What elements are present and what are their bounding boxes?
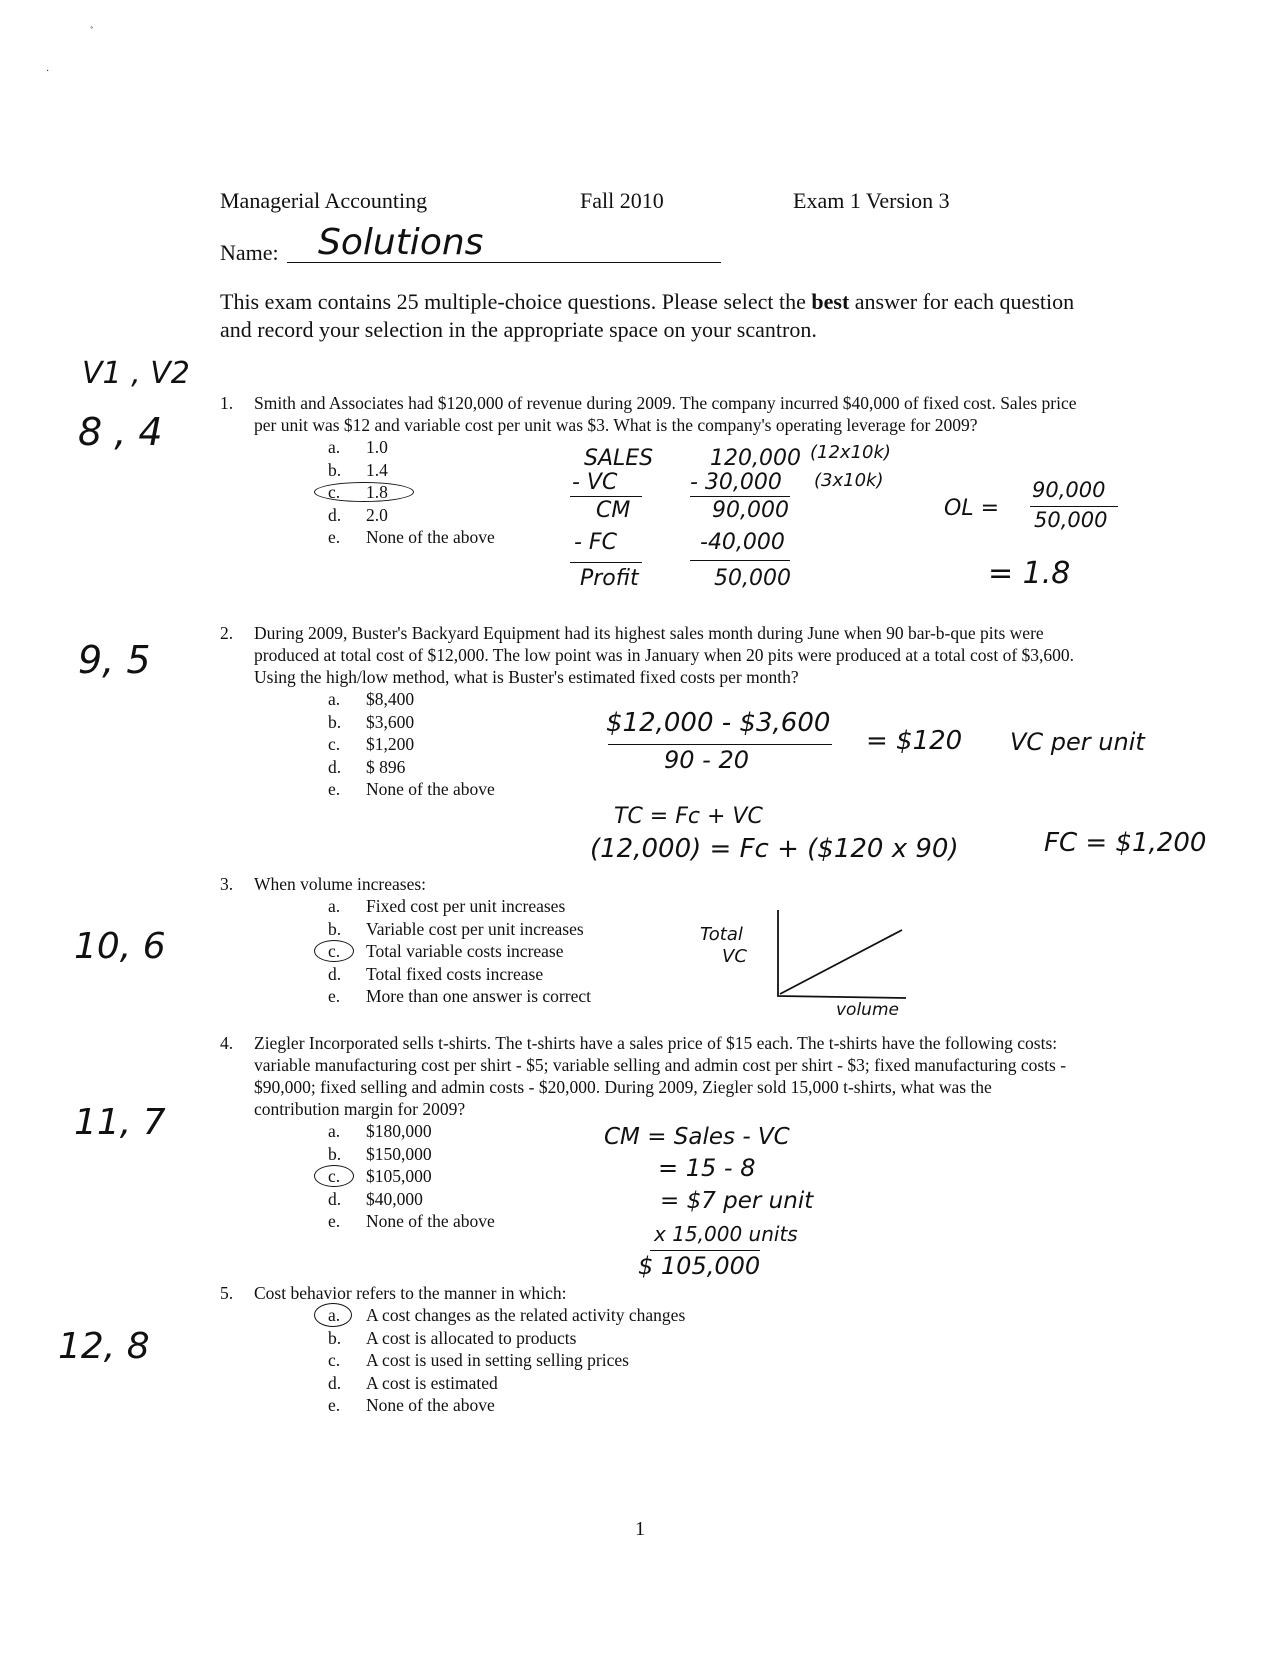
cm-formula: CM = Sales - VC xyxy=(604,1124,790,1150)
version-header: V1 , V2 xyxy=(82,356,190,391)
cm-units: x 15,000 units xyxy=(654,1222,798,1246)
question-5 xyxy=(220,1282,1080,1417)
work-underline xyxy=(570,496,642,497)
option-b[interactable]: b. $3,600 xyxy=(328,711,415,732)
option-e[interactable]: e. More than one answer is correct xyxy=(328,986,591,1007)
instructions: This exam contains 25 multiple-choice questions. Please select the best answer for each question and record your selection in the appropriate space on your scantron. xyxy=(220,289,1075,342)
option-b[interactable]: b. A cost is allocated to products xyxy=(328,1327,577,1348)
name-label: Name: xyxy=(220,240,279,265)
answer-circle xyxy=(314,940,354,962)
work-label-vc: - VC xyxy=(572,470,618,495)
answer-circle xyxy=(314,1303,352,1327)
ol-label: OL = xyxy=(944,496,999,521)
cm-calc: = 15 - 8 xyxy=(658,1154,756,1182)
highlow-numerator: $12,000 - $3,600 xyxy=(606,708,831,738)
option-e[interactable]: e. None of the above xyxy=(328,1395,495,1416)
name-value: Solutions xyxy=(318,222,484,263)
ol-numerator: 90,000 xyxy=(1032,478,1106,502)
option-d[interactable]: d. Total fixed costs increase xyxy=(328,963,544,984)
version-map-q5: 12, 8 xyxy=(58,1326,150,1367)
work-note-vc: (3x10k) xyxy=(814,470,884,491)
option-a[interactable]: a. 1.0 xyxy=(328,437,388,458)
option-c[interactable]: c. A cost is used in setting selling prices xyxy=(328,1350,629,1371)
question-text: Cost behavior refers to the manner in which: xyxy=(254,1283,567,1303)
term: Fall 2010 xyxy=(580,188,664,213)
graph-ylabel-total: Total xyxy=(700,924,743,945)
question-text: During 2009, Buster's Backyard Equipment had its highest sales month during June when 90 bar-b-que pits were produced at total cost of $12,000. The low point was in January when 20 pits were produced at a total cost of $3,600. Using the high/low method, what is Buster's estimated fixed costs per month? xyxy=(254,623,1075,687)
work-label-fc: - FC xyxy=(574,530,617,555)
exam-version: Exam 1 Version 3 xyxy=(793,188,950,213)
work-value-sales: 120,000 xyxy=(710,446,801,471)
ol-fraction-bar xyxy=(1030,506,1118,507)
highlow-fraction-bar xyxy=(608,744,832,745)
work-underline xyxy=(570,562,642,563)
option-b[interactable]: b. $150,000 xyxy=(328,1143,432,1164)
option-a[interactable]: a. Fixed cost per unit increases xyxy=(328,896,566,917)
graph-xlabel: volume xyxy=(836,1000,899,1020)
option-d[interactable]: d. A cost is estimated xyxy=(328,1372,498,1393)
graph-line xyxy=(780,930,902,994)
stray-mark: · xyxy=(46,66,50,77)
graph-ylabel-vc: VC xyxy=(722,946,747,967)
stray-mark: ˚ xyxy=(90,26,94,37)
option-c[interactable]: c. Total variable costs increase xyxy=(328,940,1080,963)
ol-denominator: 50,000 xyxy=(1034,508,1108,532)
fc-result: FC = $1,200 xyxy=(1044,828,1207,858)
version-map-q4: 11, 7 xyxy=(74,1102,166,1143)
option-c[interactable]: c. 1.8 xyxy=(328,481,1080,504)
option-c[interactable]: c. $1,200 xyxy=(328,734,415,755)
option-d[interactable]: d. 2.0 xyxy=(328,504,388,525)
work-label-sales: SALES xyxy=(584,446,654,471)
work-value-fc: -40,000 xyxy=(700,530,785,555)
option-a[interactable]: a. A cost changes as the related activity changes xyxy=(328,1304,1080,1327)
question-3 xyxy=(220,873,1080,1008)
option-d[interactable]: d. $ 896 xyxy=(328,756,406,777)
option-b[interactable]: b. Variable cost per unit increases xyxy=(328,918,584,939)
version-map-q2: 9, 5 xyxy=(78,638,151,682)
cm-underline xyxy=(650,1250,760,1251)
option-e[interactable]: e. None of the above xyxy=(328,779,495,800)
version-map-q3: 10, 6 xyxy=(74,926,166,967)
option-a[interactable]: a. $8,400 xyxy=(328,689,415,710)
variable-cost-graph xyxy=(770,908,910,1000)
question-number: 4. xyxy=(220,1033,234,1053)
option-a[interactable]: a. $180,000 xyxy=(328,1121,432,1142)
question-number: 3. xyxy=(220,874,234,894)
question-text: Smith and Associates had $120,000 of revenue during 2009. The company incurred $40,000 of fixed cost. Sales price per unit was $12 and variable cost per unit was $3. What is the company's operating leverage for 2009? xyxy=(254,393,1077,435)
fc-equation: (12,000) = Fc + ($120 x 90) xyxy=(590,834,959,864)
page-number: 1 xyxy=(635,1518,645,1540)
option-c[interactable]: c. $105,000 xyxy=(328,1165,1080,1188)
work-value-cm: 90,000 xyxy=(712,498,789,523)
highlow-denominator: 90 - 20 xyxy=(664,746,749,774)
question-text: When volume increases: xyxy=(254,874,427,894)
work-value-vc: - 30,000 xyxy=(690,470,782,495)
question-number: 5. xyxy=(220,1283,234,1303)
option-b[interactable]: b. 1.4 xyxy=(328,459,388,480)
option-e[interactable]: e. None of the above xyxy=(328,527,495,548)
work-note-sales: (12x10k) xyxy=(810,442,891,463)
work-value-profit: 50,000 xyxy=(714,566,791,591)
work-label-cm: CM xyxy=(596,498,631,523)
answer-circle xyxy=(314,1165,354,1187)
question-number: 2. xyxy=(220,623,234,643)
work-underline xyxy=(690,560,790,561)
work-underline xyxy=(690,496,790,497)
cm-per-unit: = $7 per unit xyxy=(660,1188,814,1214)
cm-total: $ 105,000 xyxy=(638,1252,761,1280)
version-map-q1: 8 , 4 xyxy=(78,410,163,454)
tc-equation: TC = Fc + VC xyxy=(614,804,763,829)
highlow-result: = $120 xyxy=(866,726,963,756)
highlow-result-note: VC per unit xyxy=(1010,728,1145,756)
ol-result: = 1.8 xyxy=(988,556,1071,591)
work-label-profit: Profit xyxy=(580,566,639,591)
course-title: Managerial Accounting xyxy=(220,188,428,213)
option-d[interactable]: d. $40,000 xyxy=(328,1188,423,1209)
question-text: Ziegler Incorporated sells t-shirts. The t-shirts have a sales price of $15 each. The t-shirts have the following costs: variable manufacturing cost per shirt - $5; variable selling and admin cost per shirt - $3; fixed manufacturing costs - $90,000; fixed selling and admin costs - $20,000. During 2009, Ziegler sold 15,000 t-shirts, what was the contribution margin for 2009? xyxy=(254,1033,1067,1119)
option-e[interactable]: e. None of the above xyxy=(328,1211,495,1232)
answer-circle xyxy=(314,482,414,502)
question-number: 1. xyxy=(220,393,234,413)
